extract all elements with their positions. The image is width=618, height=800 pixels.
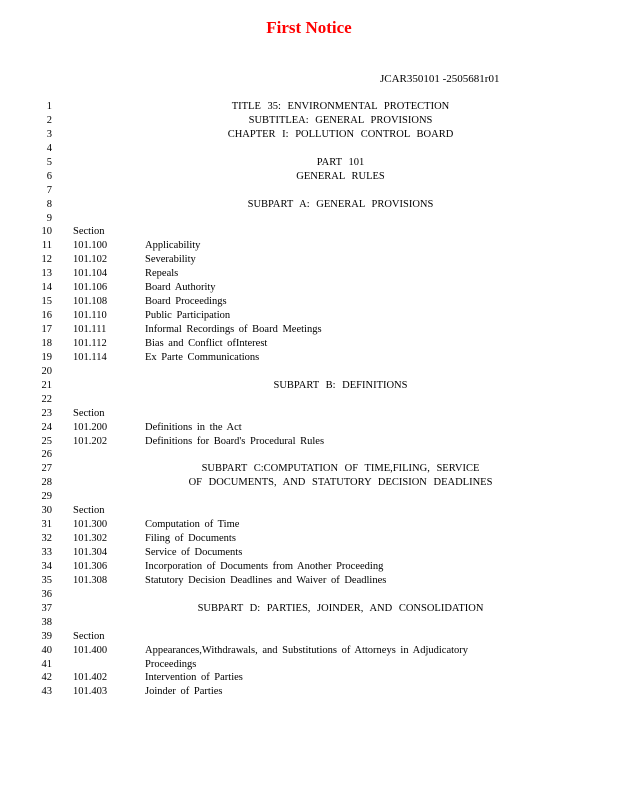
- section-title: Joinder of Parties: [145, 686, 223, 698]
- line-number: 17: [41, 324, 52, 335]
- line-number: 7: [46, 184, 52, 196]
- line-number: 32: [41, 533, 52, 545]
- document-line: [0, 616, 618, 630]
- line-number: 12: [41, 254, 52, 266]
- document-line: [0, 114, 618, 128]
- line-number: 25: [41, 435, 52, 447]
- heading-text: CHAPTER I: POLLUTION CONTROL BOARD: [227, 128, 454, 140]
- section-number: Section: [73, 407, 105, 419]
- document-line: [0, 476, 618, 490]
- document-line: [0, 351, 618, 365]
- line-number: 4: [46, 142, 52, 154]
- document-line: [0, 685, 618, 699]
- document-line: [0, 365, 618, 379]
- document-line: [0, 504, 618, 518]
- section-title: Ex Parte Communications: [145, 351, 260, 363]
- line-number: 26: [41, 449, 52, 461]
- section-number: 101.106: [73, 282, 108, 294]
- section-title: Definitions for Board's Procedural Rules: [145, 435, 325, 447]
- section-title: Appearances,Withdrawals, and Substitutions of Attorneys in Adjudicatory: [145, 644, 469, 656]
- line-number: 21: [41, 379, 52, 391]
- line-number: 22: [41, 393, 52, 405]
- line-number: 39: [41, 630, 52, 642]
- section-title: Definitions in the Act: [145, 421, 242, 433]
- section-title: Bias and Conflict ofInterest: [145, 337, 268, 349]
- heading-text: SUBPART A: GENERAL PROVISIONS: [247, 198, 434, 210]
- section-number: 101.200: [73, 421, 108, 433]
- document-line: [0, 170, 618, 184]
- line-number: 24: [41, 421, 52, 433]
- document-line: [0, 546, 618, 560]
- document-line: [0, 337, 618, 351]
- document-line: [0, 518, 618, 532]
- section-number: 101.308: [73, 574, 108, 586]
- document-line: [0, 671, 618, 685]
- document-line: [0, 267, 618, 281]
- line-number: 34: [41, 560, 52, 572]
- line-number: 31: [41, 519, 52, 531]
- line-number: 14: [41, 282, 52, 294]
- section-number: Section: [73, 630, 105, 642]
- document-line: [0, 142, 618, 156]
- section-number: 101.402: [73, 672, 108, 684]
- heading-text: TITLE 35: ENVIRONMENTAL PROTECTION: [231, 101, 450, 112]
- line-number: 30: [41, 505, 52, 517]
- document-line: [0, 281, 618, 295]
- heading-text: PART 101: [316, 156, 365, 168]
- section-title: Board Authority: [145, 282, 216, 294]
- line-number: 2: [46, 114, 52, 126]
- document-code: JCAR350101 -2505681r01: [380, 73, 500, 85]
- heading-text: GENERAL RULES: [296, 170, 385, 182]
- section-title: Statutory Decision Deadlines and Waiver of Deadlines: [145, 574, 387, 586]
- document-line: [0, 421, 618, 435]
- heading-text: SUBTITLEA: GENERAL PROVISIONS: [248, 114, 433, 126]
- line-number: 43: [41, 686, 52, 698]
- notice-heading: First Notice: [266, 18, 352, 37]
- line-number: 19: [41, 351, 52, 363]
- heading-text: SUBPART C:COMPUTATION OF TIME,FILING, SERVICE: [201, 463, 480, 475]
- section-number: 101.306: [73, 560, 108, 572]
- section-number: Section: [73, 226, 105, 238]
- line-number: 29: [41, 491, 52, 503]
- line-number: 36: [41, 588, 52, 600]
- document-line: [0, 602, 618, 616]
- section-number: 101.100: [73, 240, 108, 252]
- line-number: 23: [41, 407, 52, 419]
- line-number: 38: [41, 616, 52, 628]
- heading-text: OF DOCUMENTS, AND STATUTORY DECISION DEADLINES: [188, 477, 493, 489]
- line-number: 15: [41, 296, 52, 308]
- section-number: 101.403: [73, 686, 108, 698]
- section-title: Service of Documents: [145, 547, 243, 558]
- document-line: [0, 490, 618, 504]
- section-title: Severability: [145, 254, 196, 266]
- section-number: 101.302: [73, 533, 108, 545]
- document-line: [0, 295, 618, 309]
- document-line: [0, 212, 618, 226]
- document-line: [0, 574, 618, 588]
- document-line: [0, 644, 618, 658]
- line-number: 37: [41, 602, 52, 614]
- document-line: [0, 323, 618, 337]
- line-number: 42: [41, 672, 52, 684]
- document-line: [0, 198, 618, 212]
- document-line: [0, 128, 618, 142]
- document-line: [0, 560, 618, 574]
- line-number: 27: [41, 463, 52, 475]
- line-number: 16: [41, 310, 52, 322]
- document-line: [0, 462, 618, 476]
- document-line: [0, 379, 618, 393]
- document-line: [0, 407, 618, 421]
- section-number: 101.111: [73, 324, 107, 335]
- document-line: [0, 532, 618, 546]
- line-number: 3: [46, 128, 52, 140]
- section-title: Incorporation of Documents from Another Proceeding: [145, 560, 384, 572]
- document-line: [0, 239, 618, 253]
- line-number: 41: [41, 658, 52, 670]
- section-number: 101.108: [73, 296, 108, 308]
- document-line: [0, 393, 618, 407]
- section-number: 101.102: [73, 254, 108, 266]
- document-line: [0, 448, 618, 462]
- section-title: Applicability: [145, 240, 201, 252]
- line-number: 40: [41, 644, 52, 656]
- line-number: 8: [46, 198, 52, 210]
- document-line: [0, 225, 618, 239]
- section-number: 101.114: [73, 351, 107, 363]
- line-number: 33: [41, 547, 52, 558]
- section-title: Proceedings: [145, 658, 197, 670]
- line-number: 9: [46, 212, 52, 224]
- document-line: [0, 253, 618, 267]
- document-line: [0, 156, 618, 170]
- document-line: [0, 588, 618, 602]
- line-number: 11: [41, 240, 52, 252]
- section-number: 101.112: [73, 337, 107, 349]
- section-number: 101.300: [73, 519, 108, 531]
- document-line: [0, 630, 618, 644]
- document-line: [0, 435, 618, 449]
- line-number: 28: [41, 477, 52, 489]
- numbered-lines: [0, 100, 618, 699]
- line-number: 10: [41, 226, 52, 238]
- section-title: Repeals: [145, 268, 179, 280]
- line-number: 18: [41, 337, 52, 349]
- line-number: 5: [46, 156, 52, 168]
- section-title: Computation of Time: [145, 519, 240, 531]
- heading-text: SUBPART B: DEFINITIONS: [273, 379, 408, 391]
- line-number: 20: [41, 365, 52, 377]
- section-title: Public Participation: [145, 310, 231, 322]
- section-title: Filing of Documents: [145, 533, 236, 545]
- document-line: [0, 658, 618, 672]
- line-number: 35: [41, 574, 52, 586]
- section-number: 101.400: [73, 644, 108, 656]
- document-line: [0, 100, 618, 114]
- heading-text: SUBPART D: PARTIES, JOINDER, AND CONSOLIDATION: [197, 602, 484, 614]
- document-line: [0, 309, 618, 323]
- section-title: Informal Recordings of Board Meetings: [145, 324, 322, 335]
- section-title: Intervention of Parties: [145, 672, 243, 684]
- line-number: 6: [46, 170, 52, 182]
- line-number: 13: [41, 268, 52, 280]
- document-line: [0, 184, 618, 198]
- section-title: Board Proceedings: [145, 296, 227, 308]
- section-number: 101.202: [73, 435, 108, 447]
- line-number: 1: [46, 101, 52, 112]
- section-number: 101.304: [73, 547, 108, 558]
- section-number: 101.110: [73, 310, 107, 322]
- section-number: Section: [73, 505, 105, 517]
- section-number: 101.104: [73, 268, 108, 280]
